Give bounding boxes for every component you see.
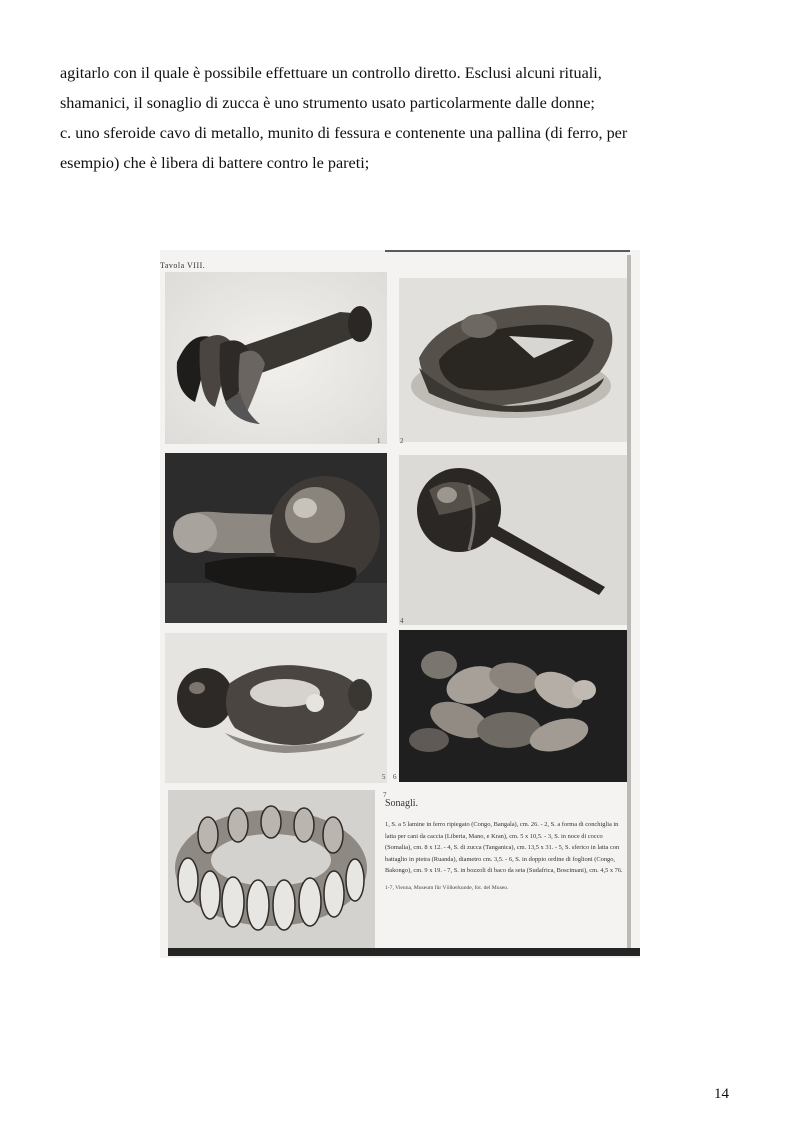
photo-rattle-1: [165, 272, 387, 444]
body-text: [60, 58, 740, 178]
page-number: 14: [714, 1086, 729, 1102]
caption-body: 1, S. a 5 lamine in ferro ripiegato (Congo, Bangala), cm. 26. - 2, S. a forma di conchiglia in latta per cani da caccia (Liberia, Mano, e Kran), cm. 5 x 10,5. - 3, S. in noce di cocco (Somalia), cm. 8 x 12. - 4, S. di zucca (Tanganica), cm. 13,5 x 31. - 5, S. sferico in latta con battaglio in pietra (Ruanda), diametro cm. 3,5. - 6, S. in doppio ordine di foglioni (Congo, Bakongo), cm. 9 x 19. - 7, S. in bozzoli di baco da seta (Sudafrica, Boscimani), cm. 4,5 x 76.: [385, 821, 623, 874]
photo-rattle-4: [399, 455, 627, 625]
figure-number: 2: [400, 437, 404, 445]
figure-number: 6: [393, 773, 397, 781]
body-line: agitarlo con il quale è possibile effettuare un controllo diretto. Esclusi alcuni rituali,: [60, 64, 602, 82]
caption-title: Sonagli.: [385, 798, 419, 809]
figure-number: 4: [400, 617, 404, 625]
plate-header: Tavola VIII.: [160, 261, 206, 270]
photo-rattle-2: [399, 278, 627, 442]
figure-number: 7: [383, 791, 387, 799]
figure-number: 1: [377, 437, 381, 445]
photo-rattle-5: [165, 633, 387, 783]
figure-number: 3: [380, 617, 384, 625]
plate-edge: [627, 255, 631, 950]
body-line: shamanici, il sonaglio di zucca è uno strumento usato particolarmente dalle donne;: [60, 94, 595, 112]
body-line: esempio) che è libera di battere contro le pareti;: [60, 154, 370, 172]
figure-number: 5: [382, 773, 386, 781]
photo-rattle-3: [165, 453, 387, 623]
photo-rattle-6: [399, 630, 627, 782]
body-line: c. uno sferoide cavo di metallo, munito di fessura e contenente una pallina (di ferro, per: [60, 124, 628, 142]
plate-edge: [385, 250, 630, 252]
plate-caption: [385, 798, 625, 896]
plate-edge: [168, 948, 640, 956]
caption-credit: 1-7, Vienna, Museum für Völkerkunde, fot. del Museo.: [385, 884, 509, 891]
photo-rattle-7: [168, 790, 375, 948]
